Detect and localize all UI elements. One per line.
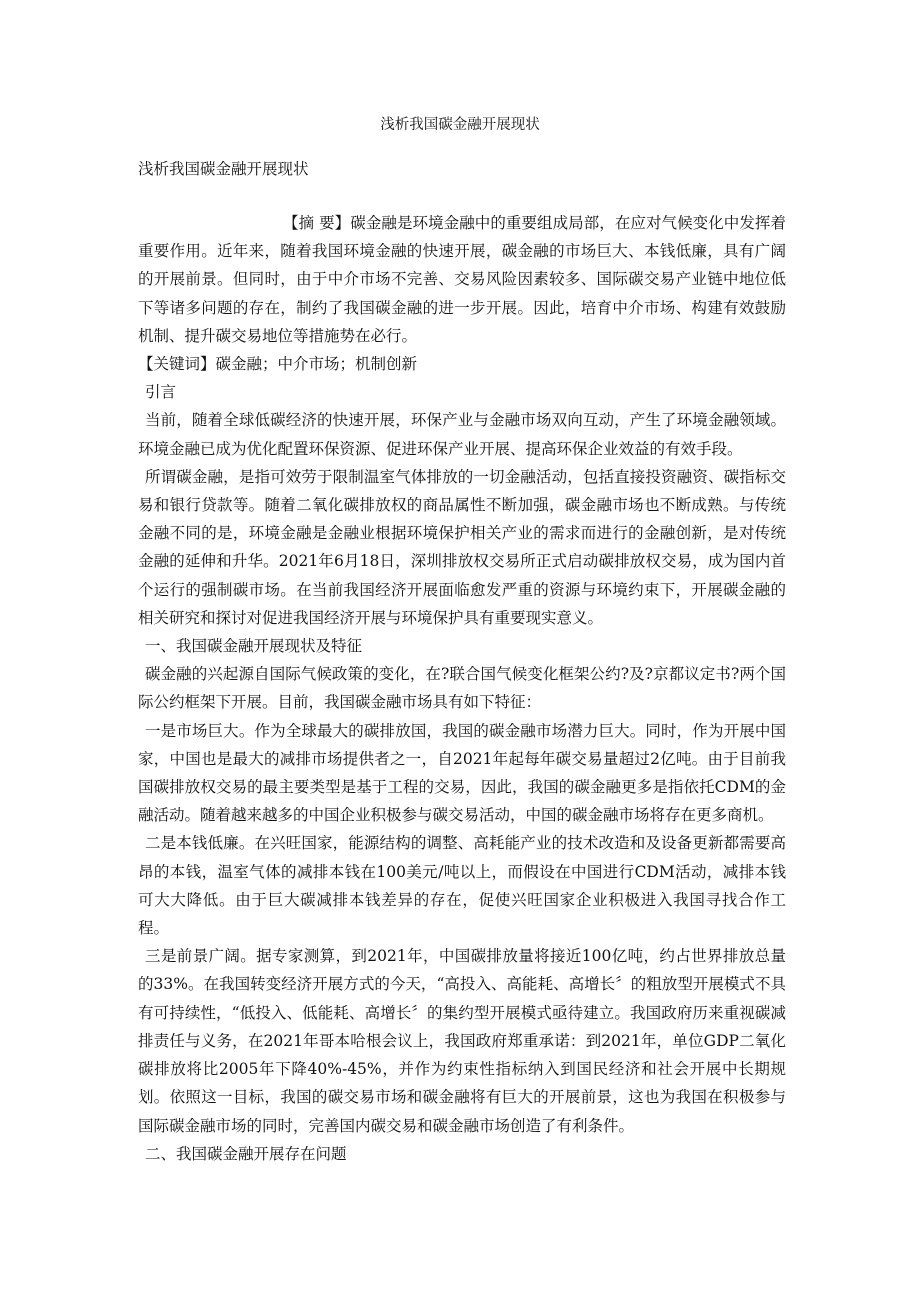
- keywords-line: 【关键词】碳金融；中介市场；机制创新: [138, 355, 418, 374]
- intro-paragraph: 当前，随着全球低碳经济的快速开展，环保产业与金融市场双向互动，产生了环境金融领域。环境金融已成为优化配置环保资源、促进环保产业开展、提高环保企业效益的有效手段。: [138, 411, 786, 458]
- intro-heading: 引言: [145, 383, 177, 402]
- section-1-heading: 一、我国碳金融开展现状及特征: [145, 637, 363, 656]
- document-subtitle: 浅析我国碳金融开展现状: [138, 160, 309, 178]
- origin-paragraph: 碳金融的兴起源自国际气候政策的变化，在?联合国气候变化框架公约?及?京都议定书?两个国际公约框架下开展。目前，我国碳金融市场具有如下特征：: [138, 665, 786, 712]
- prospect-paragraph: 三是前景广阔。据专家测算，到2021年，中国碳排放量将接近100亿吨，约占世界排放总量的33%。在我国转变经济开展方式的今天，“高投入、高能耗、高增长〞的粗放型开展模式不具有可持续性，“低投入、低能耗、高增长〞的集约型开展模式亟待建立。我国政府历来重视碳减排责任与义务，在2021年哥本哈根会议上，我国政府郑重承诺：到2021年，单位GDP二氧化碳排放将比2005年下降40%-45%，并作为约束性指标纳入到国民经济和社会开展中长期规划。依照这一目标，我国的碳交易市场和碳金融将有巨大的开展前景，这也为我国在积极参与国际碳金融市场的同时，完善国内碳交易和碳金融市场创造了有利条件。: [138, 947, 786, 1135]
- cost-paragraph: 二是本钱低廉。在兴旺国家，能源结构的调整、高耗能产业的技术改造和及设备更新都需要高昂的本钱，温室气体的减排本钱在100美元/吨以上，而假设在中国进行CDM活动，减排本钱可大大降低。由于巨大碳减排本钱差异的存在，促使兴旺国家企业积极进入我国寻找合作工程。: [138, 834, 786, 938]
- abstract-paragraph: 【摘 要】碳金融是环境金融中的重要组成局部，在应对气候变化中发挥着重要作用。近年来，随着我国环境金融的快速开展，碳金融的市场巨大、本钱低廉，具有广阔的开展前景。但同时，由于中介市场不完善、交易风险因素较多、国际碳交易产业链中地位低下等诸多问题的存在，制约了我国碳金融的进一步开展。因此，培育中介市场、构建有效鼓励机制、提升碳交易地位等措施势在必行。: [138, 214, 786, 345]
- definition-paragraph: 所谓碳金融，是指可效劳于限制温室气体排放的一切金融活动，包括直接投资融资、碳指标交易和银行贷款等。随着二氧化碳排放权的商品属性不断加强，碳金融市场也不断成熟。与传统金融不同的是，环境金融是金融业根据环境保护相关产业的需求而进行的金融创新，是对传统金融的延伸和升华。2021年6月18日，深圳排放权交易所正式启动碳排放权交易，成为国内首个运行的强制碳市场。在当前我国经济开展面临愈发严重的资源与环境约束下，开展碳金融的相关研究和探讨对促进我国经济开展与环境保护具有重要现实意义。: [138, 467, 786, 627]
- market-paragraph: 一是市场巨大。作为全球最大的碳排放国，我国的碳金融市场潜力巨大。同时，作为开展中国家，中国也是最大的减排市场提供者之一，自2021年起每年碳交易量超过2亿吨。由于目前我国碳排放权交易的最主要类型是基于工程的交易，因此，我国的碳金融更多是指依托CDM的金融活动。随着越来越多的中国企业积极参与碳交易活动，中国的碳金融市场将存在更多商机。: [138, 721, 786, 825]
- section-2-heading: 二、我国碳金融开展存在问题: [145, 1144, 347, 1163]
- document-title: 浅析我国碳金融开展现状: [380, 117, 540, 133]
- document-body: [138, 209, 786, 1168]
